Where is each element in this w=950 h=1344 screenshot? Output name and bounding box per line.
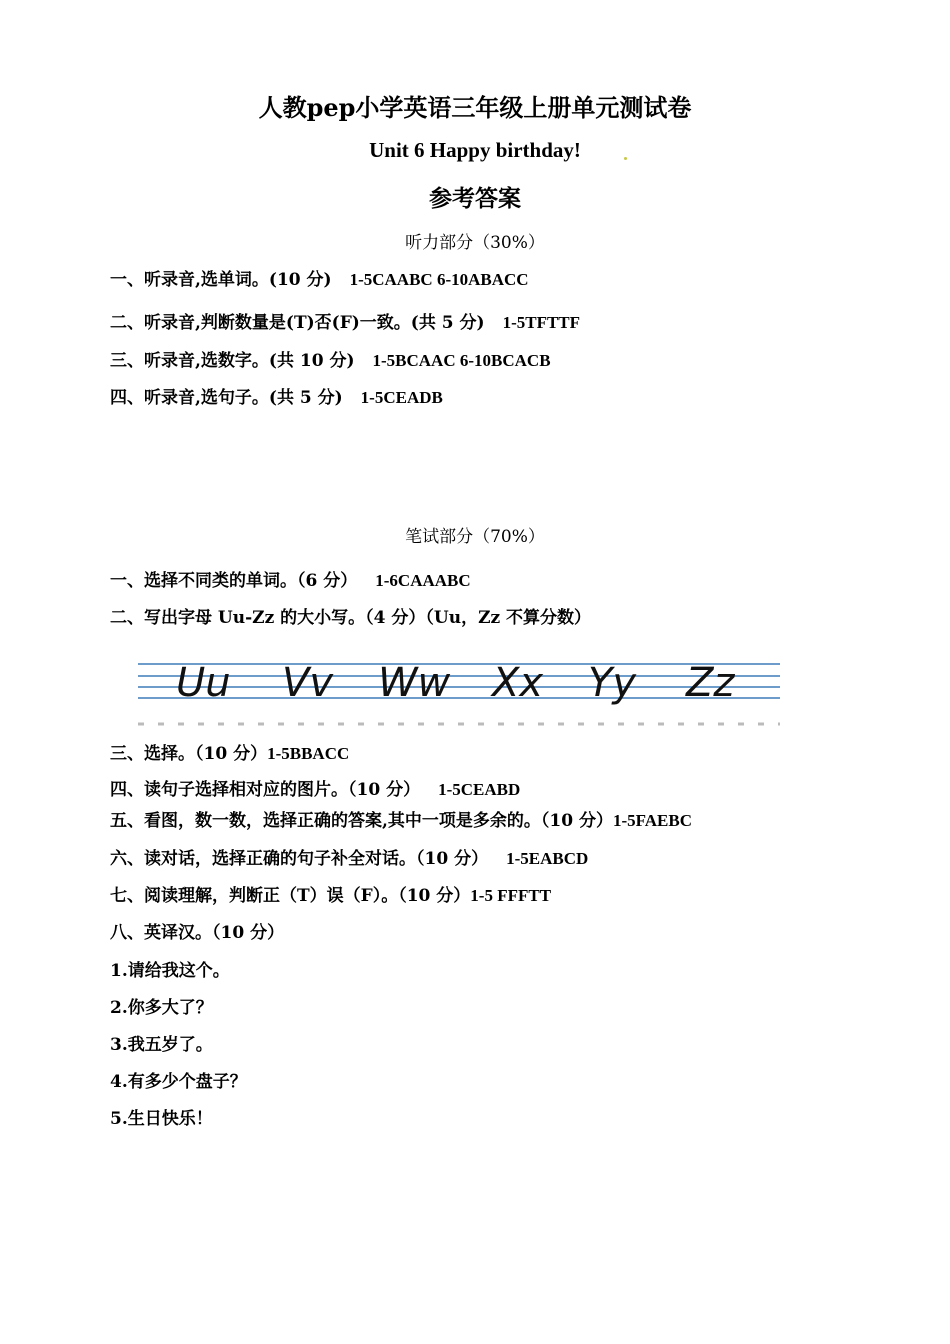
question-text: 七、阅读理解，判断正（T）误（F）。（10 分） (110, 886, 471, 906)
writing-item-3 (110, 739, 349, 764)
question-text: 四、读句子选择相对应的图片。（10 分） (110, 780, 421, 800)
answer-text: 1-5EABCD (506, 849, 589, 868)
answer-text: 1-6CAAABC (375, 571, 471, 590)
writing-item-4 (110, 775, 520, 800)
answer-text: 1-5CAABC 6-10ABACC (349, 270, 529, 289)
question-text: 一、选择不同类的单词。（6 分） (110, 571, 358, 591)
question-text: 四、听录音,选句子。(共 5 分) (110, 388, 343, 408)
answer-text: 1-5FAEBC (613, 811, 693, 830)
letter-xx: Xx (492, 660, 544, 706)
listening-heading: 听力部分（30%） (405, 233, 545, 253)
answer-text: 1-5 FFFTT (470, 886, 552, 905)
document-title: 人教pep小学英语三年级上册单元测试卷 (258, 93, 692, 122)
letter-ww: Ww (378, 660, 451, 706)
question-text: 三、听录音,选数字。(共 10 分) (110, 351, 355, 371)
answer-key-title: 参考答案 (429, 185, 521, 212)
translation-2: 2.你多大了？ (110, 998, 213, 1018)
listening-item-2 (110, 308, 580, 333)
translation-5: 5.生日快乐！ (110, 1109, 213, 1129)
letter-vv: Vv (282, 660, 334, 706)
writing-item-1 (110, 566, 471, 591)
writing-item-2 (110, 603, 591, 628)
writing-item-8 (110, 918, 284, 943)
translation-1: 1.请给我这个。 (110, 961, 230, 981)
writing-heading: 笔试部分（70%） (405, 527, 545, 547)
listening-item-3 (110, 346, 551, 371)
translation-4: 4.有多少个盘子？ (110, 1072, 247, 1092)
answer-text: 1-5TFTTF (502, 313, 581, 332)
unit-title: Unit 6 Happy birthday! (369, 138, 581, 162)
question-text: 八、英译汉。（10 分） (110, 923, 285, 943)
question-text: 二、听录音,判断数量是(T)否(F)一致。(共 5 分) (110, 313, 485, 333)
question-text: 六、读对话，选择正确的句子补全对话。（10 分） (110, 849, 489, 869)
answer-text: 1-5BBACC (267, 744, 350, 763)
letter-uu: Uu (176, 660, 231, 706)
listening-item-1 (110, 265, 529, 290)
question-text: 一、听录音,选单词。(10 分) (110, 270, 332, 290)
letter-zz: Zz (686, 660, 735, 706)
speck (624, 157, 627, 160)
answer-text: 1-5BCAAC 6-10BCACB (372, 351, 551, 370)
question-text: 二、写出字母 Uu-Zz 的大小写。（4 分）（Uu，Zz 不算分数） (110, 608, 592, 628)
letter-yy: Yy (588, 660, 637, 706)
translation-3: 3.我五岁了。 (110, 1035, 213, 1055)
question-text: 三、选择。（10 分） (110, 744, 268, 764)
answer-text: 1-5CEADB (360, 388, 443, 407)
listening-item-4 (110, 383, 443, 408)
question-text: 五、看图，数一数，选择正确的答案,其中一项是多余的。（10 分） (110, 811, 613, 831)
writing-item-6 (110, 844, 588, 869)
writing-item-5 (110, 806, 692, 831)
writing-item-7 (110, 881, 551, 906)
handwriting-practice-lines (138, 650, 780, 728)
answer-text: 1-5CEABD (438, 780, 521, 799)
